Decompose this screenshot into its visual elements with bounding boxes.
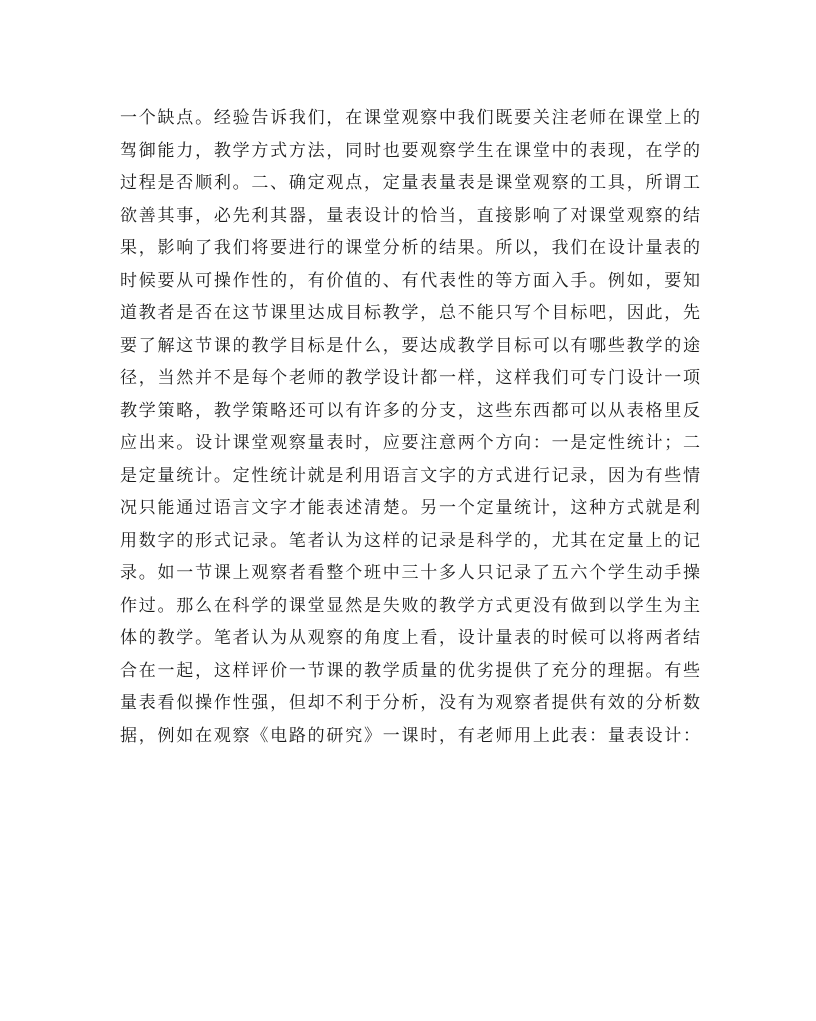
text-line: 合在一起，这样评价一节课的教学质量的优劣提供了充分的理据。有些: [120, 660, 700, 681]
text-line: 过程是否顺利。二、确定观点，定量表量表是课堂观察的工具，所谓工: [120, 173, 700, 193]
text-line: 应出来。设计课堂观察量表时，应要注意两个方向：一是定性统计；二: [120, 433, 700, 453]
text-line: 录。如一节课上观察者看整个班中三十多人只记录了五六个学生动手操: [120, 563, 700, 583]
text-line: 体的教学。笔者认为从观察的角度上看，设计量表的时候可以将两者结: [120, 628, 700, 648]
text-line: 用数字的形式记录。笔者认为这样的记录是科学的，尤其在定量上的记: [120, 530, 700, 551]
text-line: 欲善其事，必先利其器，量表设计的恰当，直接影响了对课堂观察的结: [120, 205, 700, 226]
text-line: 量表看似操作性强，但却不利于分析，没有为观察者提供有效的分析数: [120, 693, 700, 713]
text-line: 驾御能力，教学方式方法，同时也要观察学生在课堂中的表现，在学的: [120, 140, 700, 161]
text-line: 时候要从可操作性的，有价值的、有代表性的等方面入手。例如，要知: [120, 270, 700, 291]
text-line: 作过。那么在科学的课堂显然是失败的教学方式更没有做到以学生为主: [120, 595, 700, 616]
text-line: 径，当然并不是每个老师的教学设计都一样，这样我们可专门设计一项: [120, 368, 700, 388]
body-paragraph: [120, 102, 700, 752]
text-line: 是定量统计。定性统计就是利用语言文字的方式进行记录，因为有些情: [120, 465, 700, 486]
text-line: 教学策略，教学策略还可以有许多的分支，这些东西都可以从表格里反: [120, 400, 700, 421]
text-line: 果，影响了我们将要进行的课堂分析的结果。所以，我们在设计量表的: [120, 238, 700, 258]
text-line: 况只能通过语言文字才能表述清楚。另一个定量统计，这种方式就是利: [120, 498, 700, 518]
text-line: 一个缺点。经验告诉我们，在课堂观察中我们既要关注老师在课堂上的: [120, 108, 700, 128]
text-line: 要了解这节课的教学目标是什么，要达成教学目标可以有哪些教学的途: [120, 335, 700, 356]
text-line: 道教者是否在这节课里达成目标教学，总不能只写个目标吧，因此，先: [120, 303, 700, 323]
text-line: 据，例如在观察《电路的研究》一课时，有老师用上此表：量表设计：: [120, 725, 700, 746]
